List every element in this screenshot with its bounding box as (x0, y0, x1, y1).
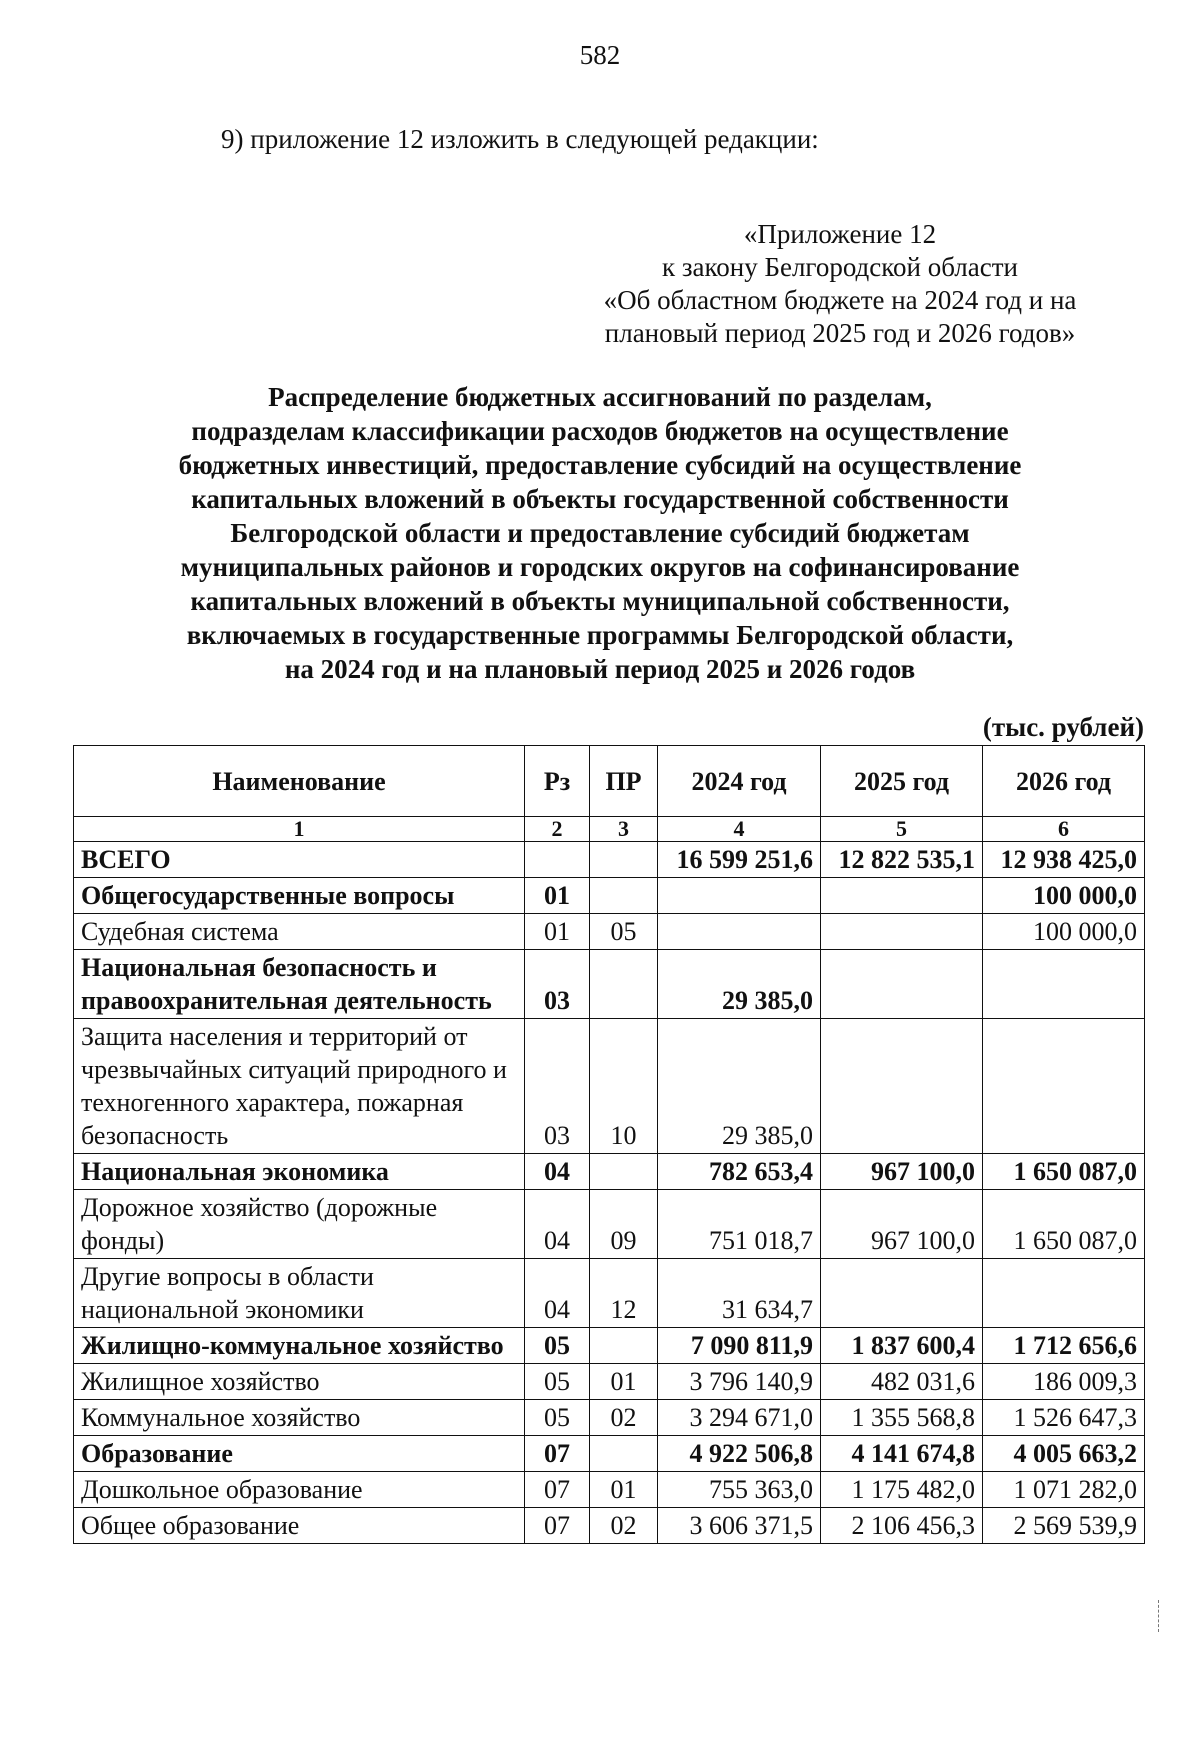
column-number-row (74, 817, 1145, 842)
appendix-line: к закону Белгородской области (662, 252, 1018, 282)
cell-rz: 04 (525, 1259, 590, 1328)
cell-rz (525, 842, 590, 878)
cell-rz: 05 (525, 1328, 590, 1364)
cell-pr: 05 (590, 914, 658, 950)
cell-2025 (821, 1259, 983, 1328)
column-number: 5 (821, 817, 983, 842)
table-row (74, 1436, 1145, 1472)
cell-name: Национальная безопасность и правоохранительная деятельность (74, 950, 525, 1019)
cell-2026: 1 650 087,0 (983, 1154, 1145, 1190)
cell-name: Жилищное хозяйство (74, 1364, 525, 1400)
cell-name: Судебная система (74, 914, 525, 950)
cell-name: Жилищно-коммунальное хозяйство (74, 1328, 525, 1364)
margin-mark (1158, 1600, 1161, 1632)
cell-2026 (983, 950, 1145, 1019)
cell-2024: 29 385,0 (658, 950, 821, 1019)
cell-2025 (821, 1019, 983, 1154)
table-row (74, 950, 1145, 1019)
cell-pr: 09 (590, 1190, 658, 1259)
cell-name: Дорожное хозяйство (дорожные фонды) (74, 1190, 525, 1259)
cell-2024 (658, 914, 821, 950)
budget-table (73, 745, 1145, 1544)
intro-text: 9) приложение 12 изложить в следующей редакции: (221, 124, 819, 154)
cell-rz: 04 (525, 1190, 590, 1259)
title-line: Белгородской области и предоставление субсидий бюджетам (230, 518, 970, 548)
cell-2024: 16 599 251,6 (658, 842, 821, 878)
cell-pr: 12 (590, 1259, 658, 1328)
cell-2026: 12 938 425,0 (983, 842, 1145, 878)
column-number: 4 (658, 817, 821, 842)
cell-name: Общегосударственные вопросы (74, 878, 525, 914)
table-row (74, 878, 1145, 914)
cell-2025: 482 031,6 (821, 1364, 983, 1400)
cell-2025 (821, 914, 983, 950)
cell-rz: 07 (525, 1436, 590, 1472)
table-body (74, 842, 1145, 1544)
header-pr: ПР (590, 746, 658, 817)
cell-2025: 967 100,0 (821, 1190, 983, 1259)
units-label: (тыс. рублей) (982, 712, 1144, 742)
cell-rz: 07 (525, 1508, 590, 1544)
cell-rz: 05 (525, 1400, 590, 1436)
column-number: 6 (983, 817, 1145, 842)
cell-2026: 4 005 663,2 (983, 1436, 1145, 1472)
cell-name: Образование (74, 1436, 525, 1472)
cell-2024: 29 385,0 (658, 1019, 821, 1154)
table-row (74, 1364, 1145, 1400)
cell-rz: 05 (525, 1364, 590, 1400)
cell-name: Защита населения и территорий от чрезвычайных ситуаций природного и техногенного характера, пожарная безопасность (74, 1019, 525, 1154)
title-line: капитальных вложений в объекты муниципальной собственности, (190, 586, 1010, 616)
cell-2026 (983, 1259, 1145, 1328)
cell-rz: 04 (525, 1154, 590, 1190)
cell-2025: 1 837 600,4 (821, 1328, 983, 1364)
appendix-header (560, 218, 1120, 350)
header-rz: Рз (525, 746, 590, 817)
cell-2024: 3 606 371,5 (658, 1508, 821, 1544)
cell-pr (590, 1328, 658, 1364)
table-row (74, 1190, 1145, 1259)
cell-2025 (821, 950, 983, 1019)
appendix-line: «Приложение 12 (743, 219, 937, 249)
header-name: Наименование (74, 746, 525, 817)
header-2024: 2024 год (658, 746, 821, 817)
cell-2026: 1 071 282,0 (983, 1472, 1145, 1508)
cell-2024: 755 363,0 (658, 1472, 821, 1508)
cell-pr (590, 1436, 658, 1472)
appendix-line: «Об областном бюджете на 2024 год и на (603, 285, 1077, 315)
title-line: муниципальных районов и городских округов на софинансирование (180, 552, 1020, 582)
table-header-row (74, 746, 1145, 817)
cell-rz: 03 (525, 1019, 590, 1154)
title-line: Распределение бюджетных ассигнований по разделам, (268, 382, 932, 412)
cell-2026: 100 000,0 (983, 878, 1145, 914)
cell-name: Коммунальное хозяйство (74, 1400, 525, 1436)
column-number: 1 (74, 817, 525, 842)
header-2026: 2026 год (983, 746, 1145, 817)
title-line: на 2024 год и на плановый период 2025 и 2026 годов (284, 654, 916, 684)
appendix-line: плановый период 2025 год и 2026 годов» (604, 318, 1076, 348)
cell-2026: 1 712 656,6 (983, 1328, 1145, 1364)
cell-2025: 2 106 456,3 (821, 1508, 983, 1544)
cell-rz: 01 (525, 878, 590, 914)
table-row (74, 842, 1145, 878)
cell-pr (590, 950, 658, 1019)
cell-pr (590, 1154, 658, 1190)
cell-2026: 100 000,0 (983, 914, 1145, 950)
cell-name: Дошкольное образование (74, 1472, 525, 1508)
cell-pr: 02 (590, 1400, 658, 1436)
header-2025: 2025 год (821, 746, 983, 817)
cell-2025: 4 141 674,8 (821, 1436, 983, 1472)
cell-rz: 07 (525, 1472, 590, 1508)
cell-2024 (658, 878, 821, 914)
cell-2024: 751 018,7 (658, 1190, 821, 1259)
cell-name: Другие вопросы в области национальной экономики (74, 1259, 525, 1328)
table-row (74, 1472, 1145, 1508)
cell-2024: 31 634,7 (658, 1259, 821, 1328)
cell-2025: 1 355 568,8 (821, 1400, 983, 1436)
cell-2024: 3 796 140,9 (658, 1364, 821, 1400)
cell-2024: 7 090 811,9 (658, 1328, 821, 1364)
cell-pr: 01 (590, 1364, 658, 1400)
cell-rz: 03 (525, 950, 590, 1019)
cell-2025: 12 822 535,1 (821, 842, 983, 878)
table-row (74, 914, 1145, 950)
page-number: 582 (579, 40, 621, 70)
cell-name: Национальная экономика (74, 1154, 525, 1190)
cell-pr (590, 842, 658, 878)
cell-2024: 3 294 671,0 (658, 1400, 821, 1436)
table-row (74, 1259, 1145, 1328)
table-row (74, 1400, 1145, 1436)
cell-2024: 782 653,4 (658, 1154, 821, 1190)
cell-2026: 2 569 539,9 (983, 1508, 1145, 1544)
cell-2026: 1 650 087,0 (983, 1190, 1145, 1259)
cell-2025 (821, 878, 983, 914)
cell-pr: 10 (590, 1019, 658, 1154)
table-row (74, 1508, 1145, 1544)
cell-2026: 1 526 647,3 (983, 1400, 1145, 1436)
table-row (74, 1019, 1145, 1154)
cell-rz: 01 (525, 914, 590, 950)
cell-name: ВСЕГО (74, 842, 525, 878)
table-row (74, 1328, 1145, 1364)
cell-2026: 186 009,3 (983, 1364, 1145, 1400)
table-row (74, 1154, 1145, 1190)
cell-name: Общее образование (74, 1508, 525, 1544)
cell-2024: 4 922 506,8 (658, 1436, 821, 1472)
cell-pr: 02 (590, 1508, 658, 1544)
cell-pr (590, 878, 658, 914)
column-number: 3 (590, 817, 658, 842)
cell-pr: 01 (590, 1472, 658, 1508)
title-line: бюджетных инвестиций, предоставление субсидий на осуществление (178, 450, 1022, 480)
title-line: включаемых в государственные программы Белгородской области, (186, 620, 1014, 650)
title-line: подразделам классификации расходов бюджетов на осуществление (191, 416, 1009, 446)
document-title (120, 380, 1080, 686)
column-number: 2 (525, 817, 590, 842)
cell-2025: 1 175 482,0 (821, 1472, 983, 1508)
title-line: капитальных вложений в объекты государственной собственности (191, 484, 1009, 514)
cell-2025: 967 100,0 (821, 1154, 983, 1190)
cell-2026 (983, 1019, 1145, 1154)
